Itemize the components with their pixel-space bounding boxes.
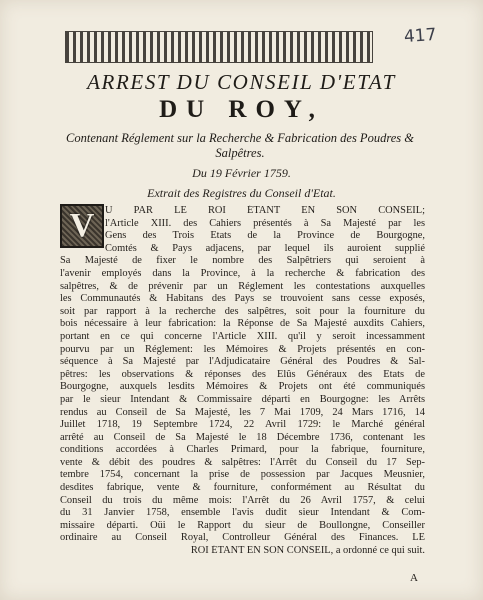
body-line: séquence à Sa Majesté par l'Adjudicataire Général des Poudres & Sal- [60, 356, 425, 368]
decree-subtitle: DU ROY, [159, 96, 324, 123]
body-line: desdites fabrique, vente & fourniture, conformément au Résultat du [60, 482, 425, 494]
extract-heading: Extrait des Registres du Conseil d'Etat. [147, 186, 336, 200]
body-line: Juillet 1718, 19 Septembre 1724, 22 Avril 1729: le Marché général [60, 419, 425, 431]
body-line: l'Article XIII. des Cahiers présentés à Sa Majesté par les [105, 217, 425, 229]
decree-title: ARREST DU CONSEIL D'ETAT [87, 70, 396, 94]
decree-date: Du 19 Février 1759. [192, 166, 291, 180]
body-line: l'avenir employés dans la Province, à la recherche & fabrication des [60, 267, 425, 279]
body-line: Conseil du trois du même mois: l'Arrêt du 26 Avril 1757, & celui [60, 494, 425, 506]
body-line: tembre 1754, concernant la prise de possession par Jacques Meusnier, [60, 469, 425, 481]
catchword: A [410, 572, 418, 584]
body-line: pourvu par un Réglement: les Mémoires & Projets présentés en con- [60, 343, 425, 355]
drop-cap-letter: V [69, 207, 95, 244]
body-line: vente & débit des poudres & salpêtres: l'Arrêt du Conseil du 17 Sep- [60, 456, 425, 468]
page-number: 417 [403, 24, 438, 48]
body-line: Gens des Trois Etats de la Province de Bourgogne, [105, 230, 425, 242]
body-line: pêtres: les observations & réponses des Elûs Généraux des Etats de [60, 368, 425, 380]
ornamental-headpiece [65, 31, 373, 63]
decree-description: Contenant Réglement sur la Recherche & Fabrication des Poudres & Salpêtres. [66, 131, 414, 160]
body-line: par le sieur Intendant & Commissaire départi en Bourgogne: les Arrêts [60, 393, 425, 405]
body-line: ROI ÉTANT EN SON CONSEIL, a ordonné ce qui suit. [190, 545, 425, 557]
body-line: Bourgogne, auxquels lesdits Mémoires & Projets ont été communiqués [60, 381, 425, 393]
body-line: arrêté au Conseil de Sa Majesté le 18 Décembre 1736, contenant les [60, 431, 425, 443]
body-line: U PAR LE ROI ÉTANT EN SON CONSEIL; [105, 205, 425, 216]
body-line: Comtés & Pays adjacens, par lequel ils auroient supplié [105, 242, 425, 254]
body-line: soit par rapport à la recherche des salpêtres, soit pour la fourniture du [60, 305, 425, 317]
body-line: ordinaire au Conseil Royal, Controlleur Général des Finances. LE [60, 532, 425, 544]
body-line: portant en ce qui concerne l'Article XIII. qu'il y seroit incessamment [60, 330, 425, 342]
body-line: conditions accordées à Charles Primard, pour la fabrique, fourniture, [60, 444, 425, 456]
body-line: Sa Majesté de fixer le nombre des Salpêtriers qui seroient à [60, 255, 425, 267]
body-line: rendus au Conseil de Sa Majesté, les 7 Mai 1709, 24 Mars 1716, 14 [60, 406, 425, 418]
body-line: du 31 Janvier 1758, ensemble l'avis dudit sieur Intendant & Com- [60, 507, 425, 519]
body-line: missaire départi. Oüi le Rapport du sieur de Boullongne, Conseiller [60, 519, 425, 531]
decree-body [60, 205, 425, 558]
body-line: bois nécessaire à leur fabrication: la Réponse de Sa Majesté auxdits Cahiers, [60, 318, 425, 330]
body-line: les Communautés & Habitans des Pays se trouvoient sans cesse exposés, [60, 293, 425, 305]
body-line: salpêtres, & de prévenir par un Réglement les contestations auxquelles [60, 280, 425, 292]
